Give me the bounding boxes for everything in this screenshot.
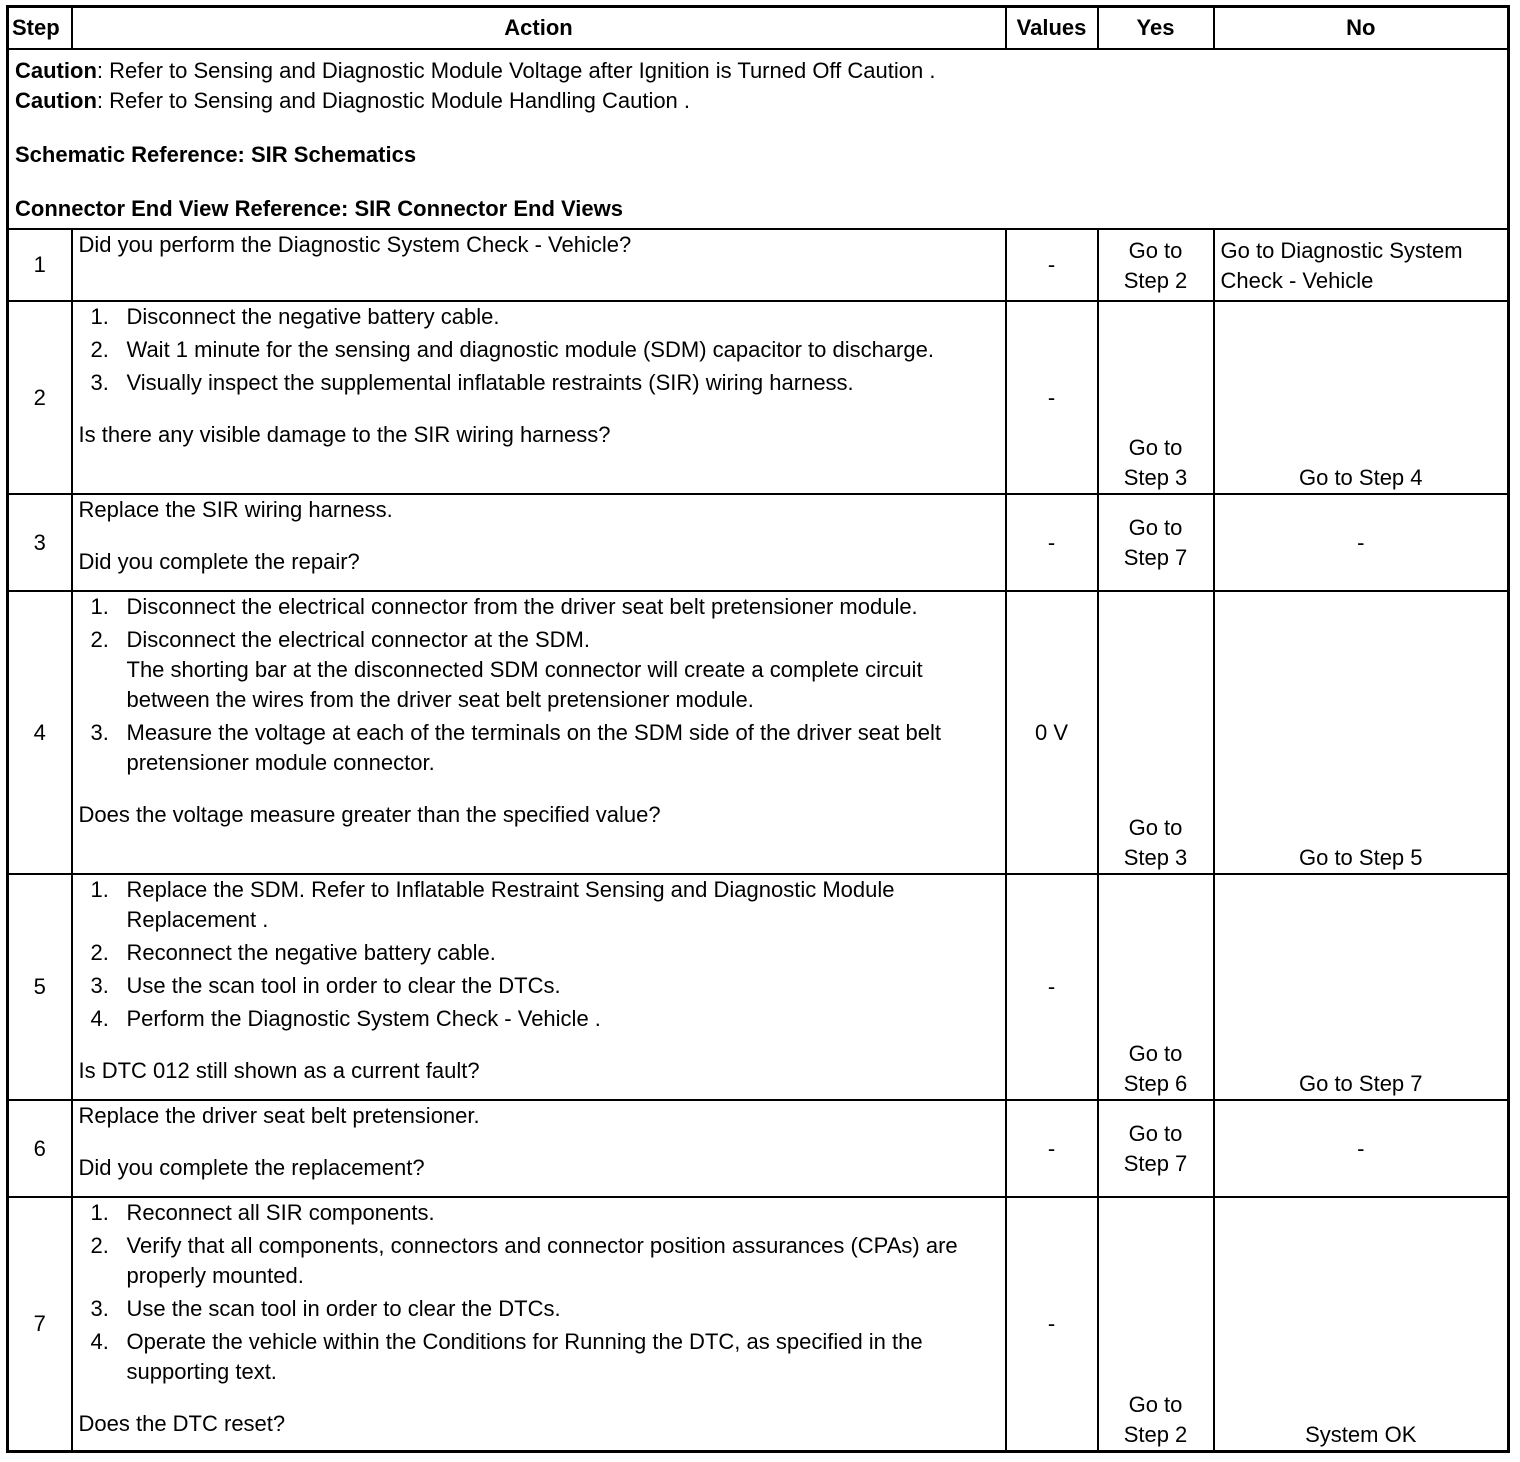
yes-cell[interactable]: Go to Step 3: [1098, 301, 1214, 494]
values-cell: 0 V: [1006, 591, 1098, 874]
action-list: [79, 592, 999, 778]
no-cell: -: [1214, 1100, 1509, 1197]
header-row: [8, 7, 1509, 50]
schematic-reference: Schematic Reference: SIR Schematics: [15, 142, 417, 167]
list-item: 3. Measure the voltage at each of the terminals on the SDM side of the driver seat belt pretensioner module connector.: [90, 720, 941, 775]
action-question: Does the DTC reset?: [78, 1411, 286, 1436]
no-cell: System OK: [1214, 1197, 1509, 1451]
values-cell: -: [1006, 874, 1098, 1100]
step-number: 3: [8, 494, 72, 591]
action-question: Is DTC 012 still shown as a current fault?: [78, 1058, 480, 1083]
action-text: Did you perform the Diagnostic System Check - Vehicle?: [78, 232, 632, 257]
intro-cell: [8, 49, 1509, 229]
table-row: [8, 874, 1509, 1100]
caution-label: Caution: [15, 58, 97, 83]
action-cell: [72, 1197, 1006, 1451]
values-cell: -: [1006, 494, 1098, 591]
action-question: Does the voltage measure greater than the specified value?: [78, 802, 661, 827]
action-list: [79, 302, 999, 398]
connector-reference: Connector End View Reference: SIR Connector End Views: [15, 196, 623, 221]
list-item: 2. Reconnect the negative battery cable.: [90, 940, 496, 965]
table-row: [8, 301, 1509, 494]
yes-cell[interactable]: Go to Step 3: [1098, 591, 1214, 874]
list-item: 2. Verify that all components, connectors and connector position assurances (CPAs) are properly mounted.: [90, 1233, 958, 1288]
table-row: [8, 591, 1509, 874]
action-list: [79, 1198, 999, 1387]
table-row: [8, 1100, 1509, 1197]
list-item: 4. Perform the Diagnostic System Check - Vehicle .: [90, 1006, 601, 1031]
list-item: 3. Use the scan tool in order to clear the DTCs.: [90, 1296, 561, 1321]
step-number: 1: [8, 229, 72, 301]
yes-cell[interactable]: Go to Step 2: [1098, 229, 1214, 301]
header-no: No: [1214, 7, 1509, 50]
list-item: 2. Disconnect the electrical connector at the SDM. The shorting bar at the disconnected SDM connector will create a complete circuit between the wires from the driver seat belt pretensioner module.: [127, 625, 999, 715]
action-cell: [72, 494, 1006, 591]
list-item: 3. Use the scan tool in order to clear the DTCs.: [90, 973, 561, 998]
step-number: 5: [8, 874, 72, 1100]
list-item: 2. Wait 1 minute for the sensing and diagnostic module (SDM) capacitor to discharge.: [90, 337, 934, 362]
table-row: [8, 229, 1509, 301]
no-cell: -: [1214, 494, 1509, 591]
caution-label: Caution: [15, 88, 97, 113]
action-cell: [72, 301, 1006, 494]
list-item: 3. Visually inspect the supplemental inflatable restraints (SIR) wiring harness.: [90, 370, 854, 395]
step-number: 7: [8, 1197, 72, 1451]
caution-text: : Refer to Sensing and Diagnostic Module Voltage after Ignition is Turned Off Caution .: [96, 58, 936, 83]
no-cell[interactable]: Go to Diagnostic System Check - Vehicle: [1214, 229, 1509, 301]
values-cell: -: [1006, 1197, 1098, 1451]
action-text: Replace the driver seat belt pretensioner.: [78, 1103, 480, 1128]
diagnostic-table: [6, 5, 1510, 1453]
header-step: Step: [8, 7, 72, 50]
no-cell[interactable]: Go to Step 4: [1214, 301, 1509, 494]
action-cell: [72, 874, 1006, 1100]
table-row: [8, 1197, 1509, 1451]
action-cell: [72, 591, 1006, 874]
no-cell[interactable]: Go to Step 5: [1214, 591, 1509, 874]
list-item: 1. Disconnect the negative battery cable.: [90, 304, 500, 329]
yes-cell[interactable]: Go to Step 6: [1098, 874, 1214, 1100]
values-cell: -: [1006, 1100, 1098, 1197]
header-values: Values: [1006, 7, 1098, 50]
action-question: Did you complete the replacement?: [78, 1155, 425, 1180]
list-item: 1. Disconnect the electrical connector from the driver seat belt pretensioner module.: [90, 594, 918, 619]
list-item: 1. Replace the SDM. Refer to Inflatable Restraint Sensing and Diagnostic Module Replacement .: [90, 877, 895, 932]
caution-line-1: [15, 56, 1501, 86]
step-number: 2: [8, 301, 72, 494]
step-number: 4: [8, 591, 72, 874]
action-question: Is there any visible damage to the SIR wiring harness?: [78, 422, 611, 447]
list-item: 4. Operate the vehicle within the Conditions for Running the DTC, as specified in the supporting text.: [90, 1329, 923, 1384]
no-cell[interactable]: Go to Step 7: [1214, 874, 1509, 1100]
action-text: Replace the SIR wiring harness.: [78, 497, 393, 522]
action-list: [79, 875, 999, 1034]
step-number: 6: [8, 1100, 72, 1197]
caution-text: : Refer to Sensing and Diagnostic Module Handling Caution .: [96, 88, 691, 113]
intro-row: [8, 49, 1509, 229]
yes-cell[interactable]: Go to Step 7: [1098, 1100, 1214, 1197]
yes-cell[interactable]: Go to Step 7: [1098, 494, 1214, 591]
header-action: Action: [72, 7, 1006, 50]
values-cell: -: [1006, 229, 1098, 301]
header-yes: Yes: [1098, 7, 1214, 50]
values-cell: -: [1006, 301, 1098, 494]
list-item: 1. Reconnect all SIR components.: [90, 1200, 435, 1225]
action-cell: [72, 229, 1006, 301]
caution-line-2: [15, 86, 1501, 116]
table-row: [8, 494, 1509, 591]
action-question: Did you complete the repair?: [78, 549, 360, 574]
action-cell: [72, 1100, 1006, 1197]
yes-cell[interactable]: Go to Step 2: [1098, 1197, 1214, 1451]
list-item-note: The shorting bar at the disconnected SDM connector will create a complete circuit between the wires from the driver seat belt pretensioner module.: [126, 657, 923, 712]
